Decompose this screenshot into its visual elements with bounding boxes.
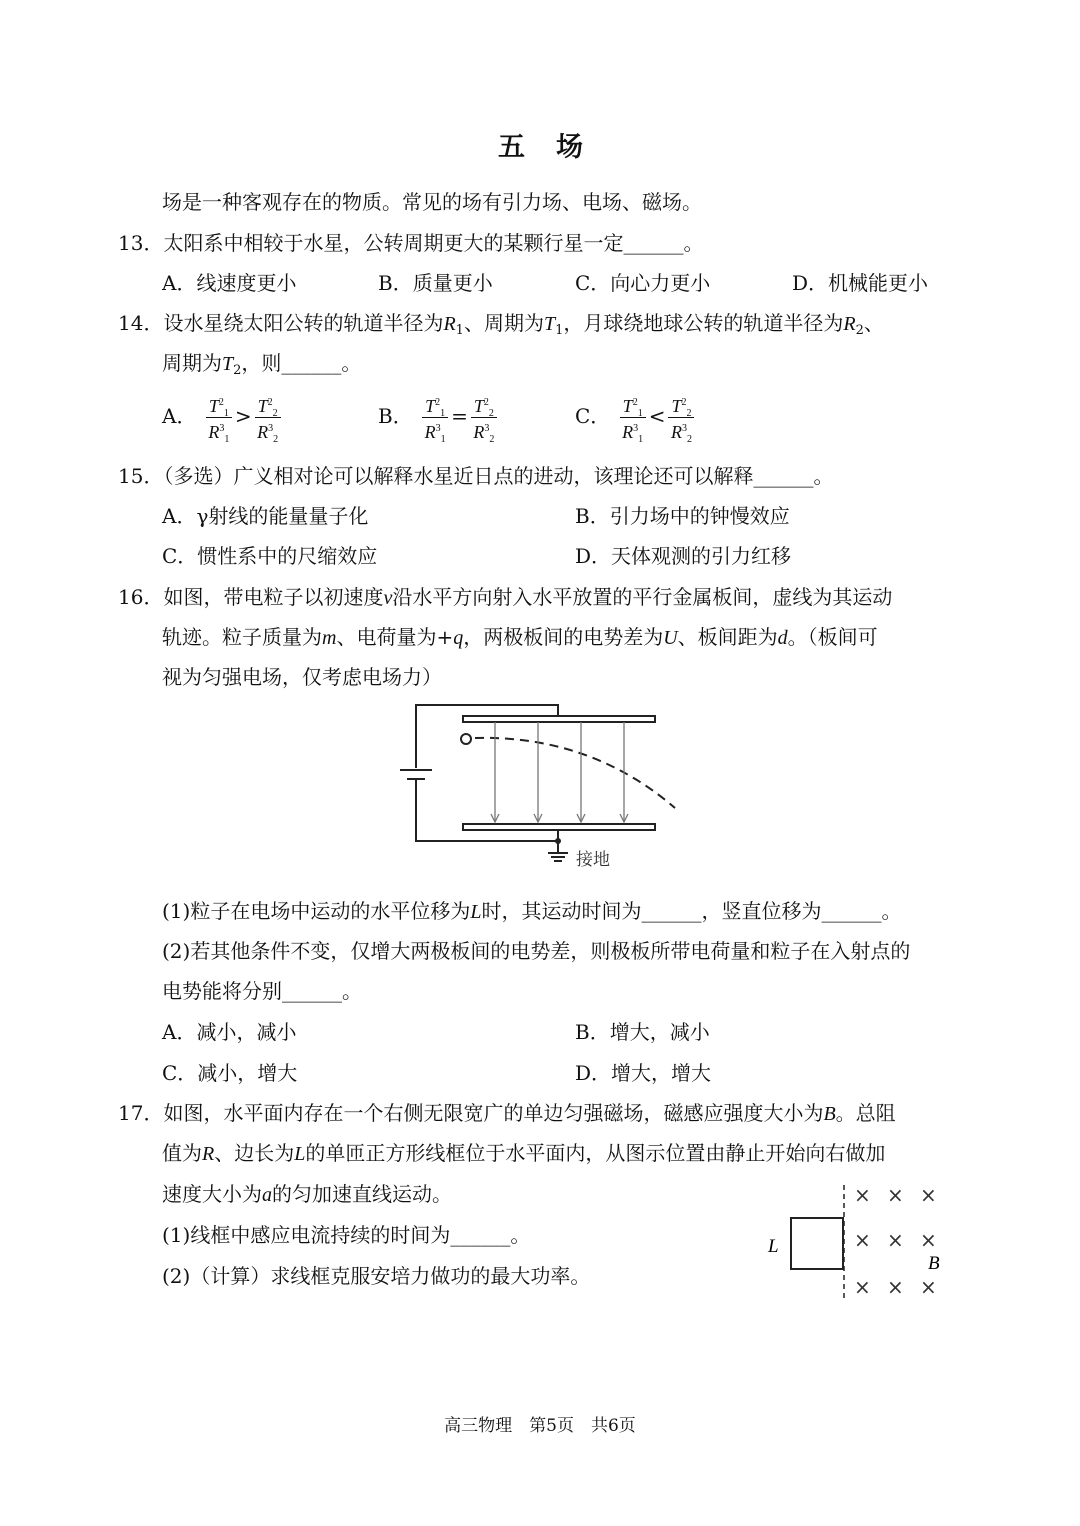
svg-text:×: × [854,1228,871,1252]
question-number: 13． [118,231,164,255]
question-17-part2: (2)（计算）求线框克服安培力做功的最大功率。 [162,1264,591,1288]
page-footer: 高三物理 第5页 共6页 [444,1416,636,1436]
svg-text:×: × [920,1228,937,1252]
svg-text:×: × [854,1275,871,1299]
question-17: 17．如图，水平面内存在一个右侧无限宽广的单边匀强磁场，磁感应强度大小为B。总阻 [118,1101,896,1125]
question-14-line2: 周期为$T_2$，则______。 [162,351,362,378]
intro-text: 场是一种客观存在的物质。常见的场有引力场、电场、磁场。 [162,190,702,214]
capacitor-diagram [390,695,680,875]
question-text: 太阳系中相较于水星，公转周期更大的某颗行星一定______。 [163,231,704,255]
question-16-part1: (1)粒子在电场中运动的水平位移为L时，其运动时间为______，竖直位移为______。 [162,899,902,923]
question-16-part2: (2)若其他条件不变，仅增大两极板间的电势差，则极板所带电荷量和粒子在入射点的 [162,939,911,963]
ground-label: 接地 [576,850,610,870]
question-16: 16．如图，带电粒子以初速度v沿水平方向射入水平放置的平行金属板间，虚线为其运动 [118,585,893,609]
option-c: C． $\frac{T^2_1}{R^3_1}$ < $\frac{T^2_2}{R^3_2}$ [575,392,697,443]
svg-text:×: × [887,1275,904,1299]
question-16-line3: 视为匀强电场，仅考虑电场力） [162,665,442,689]
option-c: C．向心力更小 [575,271,711,295]
svg-text:B: B [928,1253,940,1274]
question-17-part1: (1)线框中感应电流持续的时间为______。 [162,1223,531,1247]
section-title: 五 场 [498,132,585,163]
option-a: A．线速度更小 [162,271,297,295]
option-d: D．天体观测的引力红移 [575,544,792,568]
magnetic-field-diagram [760,1180,950,1305]
option-d: D．增大，增大 [575,1061,712,1085]
option-b: B．质量更小 [378,271,493,295]
svg-text:×: × [887,1228,904,1252]
question-13 [118,231,703,255]
option-a: A．减小，减小 [162,1020,297,1044]
option-b: B． $\frac{T^2_1}{R^3_1}$ = $\frac{T^2_2}{R^3_2}$ [378,392,500,443]
question-16-part2-line2: 电势能将分别______。 [162,979,362,1003]
svg-text:×: × [854,1183,871,1207]
option-c: C．减小，增大 [162,1061,298,1085]
question-14: 14．设水星绕太阳公转的轨道半径为$R_1$、周期为$T_1$，月球绕地球公转的轨道半径为$R_2$、 [118,311,884,338]
option-b: B．引力场中的钟慢效应 [575,504,790,528]
option-b: B．增大，减小 [575,1020,710,1044]
question-17-line2: 值为R、边长为L的单匝正方形线框位于水平面内，从图示位置由静止开始向右做加 [162,1141,886,1165]
question-15: 15．（多选）广义相对论可以解释水星近日点的进动，该理论还可以解释______。 [118,464,834,488]
option-a: A．γ射线的能量量子化 [162,504,369,528]
svg-text:×: × [887,1183,904,1207]
question-17-line3: 速度大小为a的匀加速直线运动。 [162,1182,452,1206]
question-16-line2: 轨迹。粒子质量为m、电荷量为+q，两极板间的电势差为U、板间距为d。（板间可 [162,625,878,649]
option-d: D．机械能更小 [792,271,929,295]
svg-text:×: × [920,1183,937,1207]
option-a: A． $\frac{T^2_1}{R^3_1}$ > $\frac{T^2_2}{R^3_2}$ [162,392,284,443]
svg-text:L: L [768,1236,779,1257]
svg-text:×: × [920,1275,937,1299]
option-c: C．惯性系中的尺缩效应 [162,544,378,568]
